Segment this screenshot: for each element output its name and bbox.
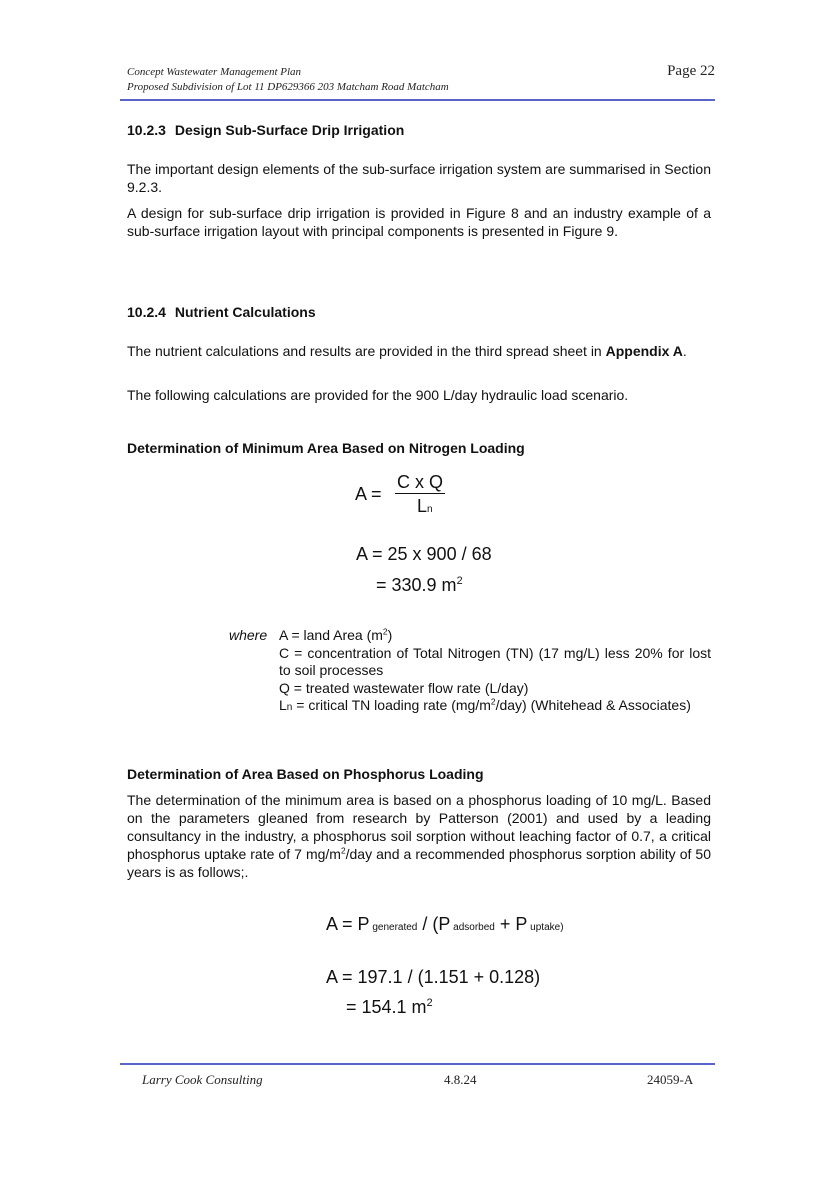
paragraph: [127, 342, 711, 360]
definition-ln: Ln = critical TN loading rate $(mg/m^2/day)$ (Whitehead & Associates): [279, 696, 691, 713]
paragraph: A design for sub-surface drip irrigation is provided in Figure 8 and an industry example of a sub-surface irrigation layout with principal components is presented in Figure 9.: [127, 205, 711, 239]
footer-date: 4.8.24: [444, 1072, 477, 1087]
section-heading-drip-irrigation: [127, 121, 711, 139]
phosphorus-formula: A = P generated / (P adsorbed + P uptake): [326, 914, 564, 934]
where-label: where: [229, 627, 268, 643]
paragraph: The following calculations are provided for the 900 L/day hydraulic load scenario.: [127, 387, 629, 403]
definition-a: A = land Area $(m^2)$: [279, 626, 393, 643]
nitrogen-calc-result: = 330.9 $m^2$: [376, 575, 463, 595]
footer-company: Larry Cook Consulting: [142, 1072, 263, 1087]
phosphorus-calc-result: = 154.1 $m^2$: [346, 997, 433, 1017]
subheading-nitrogen: Determination of Minimum Area Based on Nitrogen Loading: [127, 440, 525, 456]
paragraph: The important design elements of the sub-surface irrigation system are summarised in Section 9.2.3.: [127, 161, 711, 195]
variable-definitions: [279, 627, 711, 717]
phosphorus-calc-line1: A = 197.1 / (1.151 + 0.128): [326, 967, 541, 987]
header-rule: [120, 99, 715, 101]
formula-numerator: C x Q: [397, 472, 444, 492]
definition-c: C = concentration of Total Nitrogen (TN) (17 mg/L) less 20% for lost to soil processes: [279, 644, 711, 678]
definition-q: Q = treated wastewater flow rate (L/day): [279, 679, 529, 696]
footer-document-number: 24059-A: [647, 1072, 694, 1087]
appendix-reference: Appendix A: [605, 343, 683, 359]
running-header-subtitle: Proposed Subdivision of Lot 11 DP629366 203 Matcham Road Matcham: [127, 81, 449, 93]
running-header-title: Concept Wastewater Management Plan: [127, 66, 302, 78]
paragraph-text: The nutrient calculations and results are provided in the third spread sheet in: [127, 343, 606, 359]
section-title: Nutrient Calculations: [174, 304, 316, 320]
subheading-phosphorus: Determination of Area Based on Phosphorus Loading: [127, 766, 484, 782]
formula-denominator: Ln: [417, 496, 433, 516]
section-number: 10.2.3: [127, 122, 166, 138]
section-heading-nutrient-calculations: [127, 303, 711, 321]
page-number: Page 22: [667, 63, 715, 79]
section-number: 10.2.4: [127, 304, 166, 320]
nitrogen-calc-line1: A = 25 x 900 / 68: [356, 544, 492, 564]
formula-lhs: A =: [355, 484, 382, 504]
paragraph-text: .: [682, 343, 687, 359]
section-title: Design Sub-Surface Drip Irrigation: [174, 122, 405, 138]
footer-rule: [120, 1063, 715, 1065]
paragraph: The determination of the minimum area is based on a phosphorus loading of 10 mg/L. Based on the parameters gleaned from research by Patterson (2001) and used by a leading consultancy in the industry, a phosphorus soil sorption without leaching factor of 0.7, a critical phosphorus uptake rate of 7 $mg/m^2$/day and a recommended phosphorus sorption ability of 50 years is as follows;.: [127, 792, 711, 880]
